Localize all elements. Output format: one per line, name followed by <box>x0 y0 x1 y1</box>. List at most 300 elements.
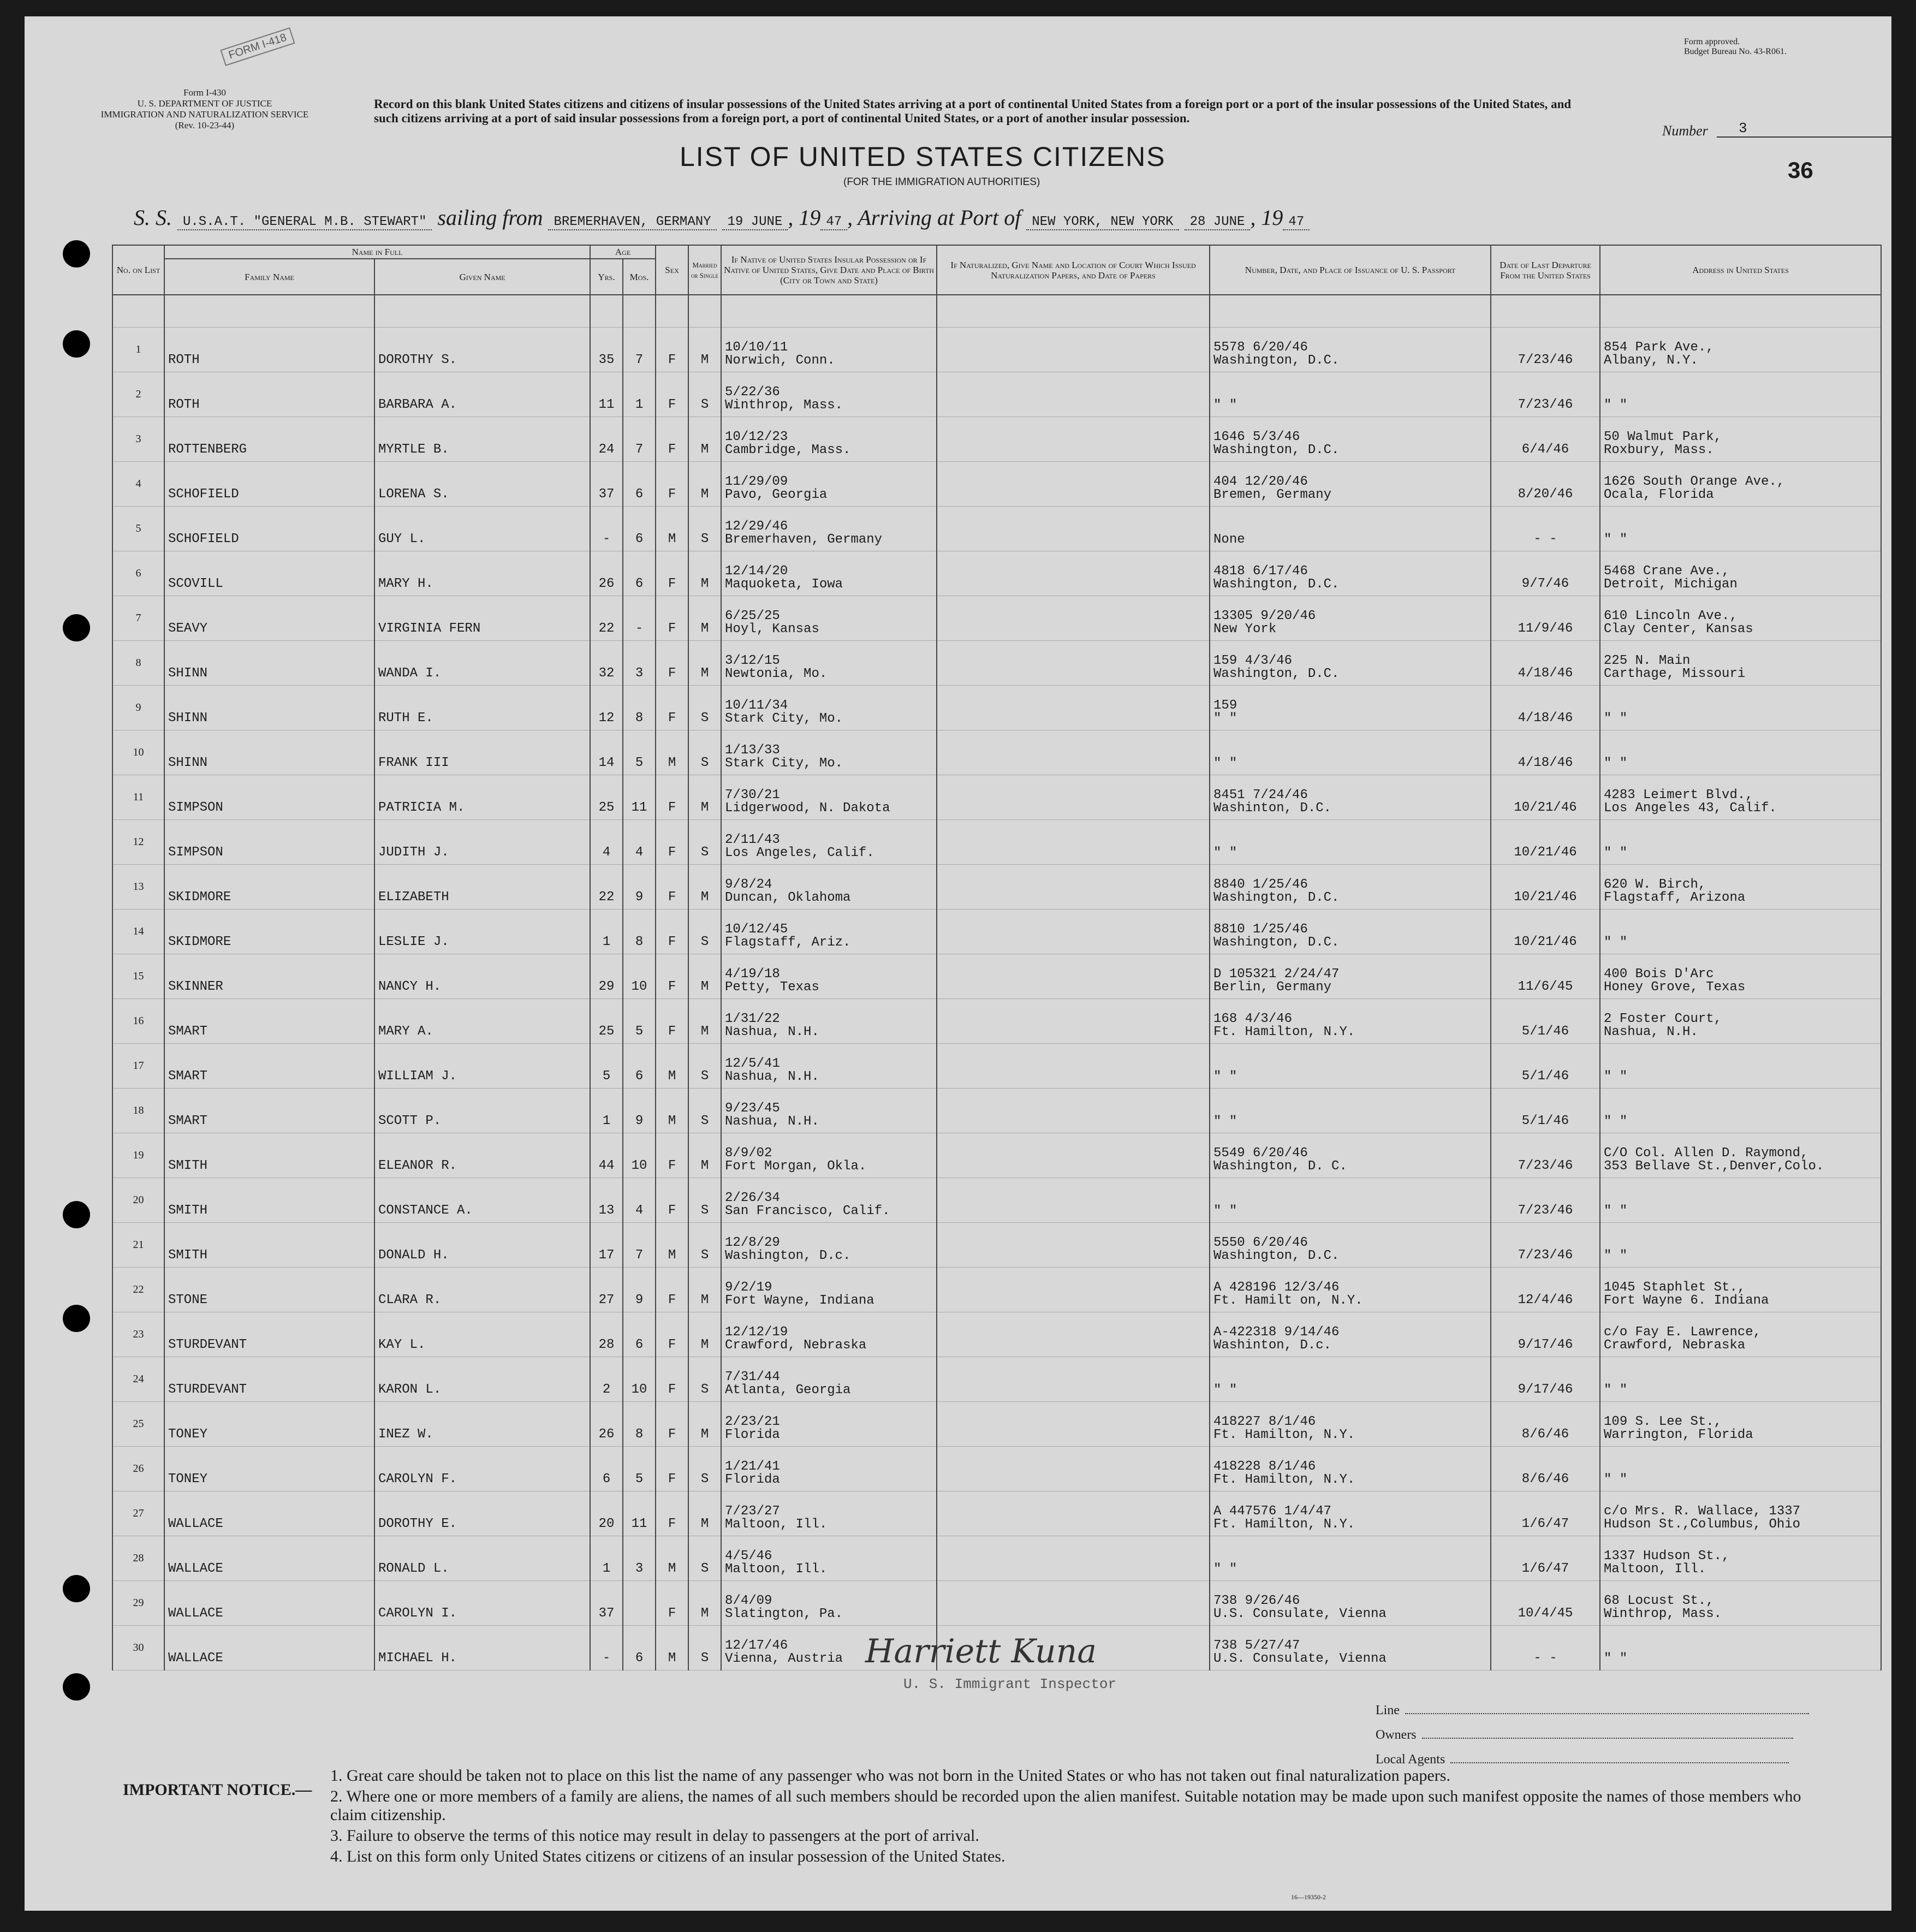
given-name: VIRGINIA FERN <box>374 596 590 641</box>
birth-date-place-line2: Crawford, Nebraska <box>725 1338 867 1353</box>
given-name: LESLIE J. <box>374 909 590 954</box>
col-family-name: Family Name <box>164 259 374 295</box>
col-sex: Sex <box>656 245 688 295</box>
owners-field <box>1376 1728 1793 1743</box>
department-header <box>90 87 319 131</box>
record-instructions: Record on this blank United States citizens and citizens of insular possessions of the United States arriving at a port of continental United States from a foreign port or a port of the insular possessions of the United States, and such citizens arriving at a port of said insular possessions from a foreign port, a port of continental United States, or a port of another insular possession. <box>374 97 1572 125</box>
marital-status: M <box>688 865 721 909</box>
passport-info <box>1210 507 1491 551</box>
family-name: SKINNER <box>164 954 374 999</box>
arriving-label: , Arriving at Port of <box>847 205 1021 230</box>
last-departure: 7/23/46 <box>1491 1223 1600 1268</box>
last-departure: 4/18/46 <box>1491 686 1600 730</box>
passport-info <box>1210 1312 1491 1357</box>
family-name: SKIDMORE <box>164 865 374 909</box>
sex: F <box>656 417 688 462</box>
passport-info-line2: Berlin, Germany <box>1213 980 1332 995</box>
sex: F <box>656 328 688 372</box>
birth-date-place-line2: Winthrop, Mass. <box>725 398 843 413</box>
row-number: 24 <box>112 1357 164 1402</box>
us-address <box>1600 820 1881 865</box>
birth-date-place <box>721 1402 937 1447</box>
sex: M <box>656 1223 688 1268</box>
age-years: - <box>590 1626 623 1671</box>
birth-date-place-line2: Slatington, Pa. <box>725 1607 843 1621</box>
sex: F <box>656 1133 688 1178</box>
row-number: 23 <box>112 1312 164 1357</box>
us-address-line2: Winthrop, Mass. <box>1604 1607 1722 1621</box>
age-months: 7 <box>623 1223 656 1268</box>
age-years: 32 <box>590 641 623 686</box>
age-years: 13 <box>590 1178 623 1223</box>
departure-date: 19 JUNE <box>722 215 788 230</box>
col-name-in-full: Name in Full <box>164 245 590 259</box>
age-months: 11 <box>623 775 656 820</box>
table-row <box>112 1402 1881 1447</box>
col-age: Age <box>590 245 656 259</box>
marital-status: S <box>688 1044 721 1089</box>
age-months: 11 <box>623 1491 656 1536</box>
passport-info-line1: 5549 6/20/46 <box>1213 1146 1308 1161</box>
birth-date-place-line1: 5/22/36 <box>725 385 780 400</box>
birth-date-place-line2: Fort Morgan, Okla. <box>725 1159 867 1174</box>
passport-info <box>1210 462 1491 507</box>
us-address-line1: C/O Col. Allen D. Raymond, <box>1604 1146 1808 1161</box>
arrival-year: 47 <box>1283 215 1310 230</box>
form-stamp: FORM I-418 <box>220 27 295 66</box>
marital-status: S <box>688 820 721 865</box>
ss-label: S. S. <box>134 205 172 230</box>
given-name: DONALD H. <box>374 1223 590 1268</box>
birth-date-place <box>721 1447 937 1491</box>
naturalization <box>937 1491 1210 1536</box>
age-years: 5 <box>590 1044 623 1089</box>
birth-date-place-line1: 12/8/29 <box>725 1235 780 1250</box>
birth-date-place-line2: Vienna, Austria <box>725 1651 843 1666</box>
col-address: Address in United States <box>1600 245 1881 295</box>
last-departure: 9/17/46 <box>1491 1312 1600 1357</box>
passport-info-line1: 4818 6/17/46 <box>1213 564 1308 579</box>
passport-info <box>1210 1268 1491 1312</box>
family-name: WALLACE <box>164 1581 374 1626</box>
marital-status: S <box>688 1626 721 1671</box>
local-agents-label: Local Agents <box>1376 1752 1445 1767</box>
naturalization <box>937 730 1210 775</box>
row-number: 9 <box>112 686 164 730</box>
birth-date-place-line2: Hoyl, Kansas <box>725 622 819 637</box>
passport-info <box>1210 954 1491 999</box>
us-address-line2: Crawford, Nebraska <box>1604 1338 1746 1353</box>
birth-date-place-line1: 7/31/44 <box>725 1370 780 1384</box>
us-address-line1: 5468 Crane Ave., <box>1604 564 1730 579</box>
birth-date-place-line1: 1/21/41 <box>725 1459 780 1474</box>
passport-info-line1: 1646 5/3/46 <box>1213 430 1300 444</box>
birth-date-place-line2: Stark City, Mo. <box>725 711 843 726</box>
birth-date-place-line1: 10/12/23 <box>725 430 788 444</box>
given-name: CLARA R. <box>374 1268 590 1312</box>
sailing-label: sailing from <box>437 205 543 230</box>
table-row <box>112 1312 1881 1357</box>
table-row <box>112 1491 1881 1536</box>
naturalization <box>937 507 1210 551</box>
us-address <box>1600 1133 1881 1178</box>
birth-date-place-line2: Florida <box>725 1428 780 1442</box>
us-address <box>1600 1581 1881 1626</box>
given-name: INEZ W. <box>374 1402 590 1447</box>
arrival-date: 28 JUNE <box>1185 215 1251 230</box>
birth-date-place-line1: 9/8/24 <box>725 877 772 892</box>
table-spacer-row <box>112 295 1881 328</box>
birth-date-place-line2: Bremerhaven, Germany <box>725 532 883 547</box>
row-number: 17 <box>112 1044 164 1089</box>
department-name: U. S. DEPARTMENT OF JUSTICE <box>137 98 272 109</box>
us-address-line1: c/o Fay E. Lawrence, <box>1604 1325 1762 1340</box>
table-row <box>112 596 1881 641</box>
us-address <box>1600 909 1881 954</box>
sex: F <box>656 1178 688 1223</box>
birth-date-place <box>721 328 937 372</box>
passport-info-line2: Ft. Hamilton, N.Y. <box>1213 1472 1355 1487</box>
us-address-line2: Fort Wayne 6. Indiana <box>1604 1293 1769 1308</box>
naturalization <box>937 865 1210 909</box>
family-name: SMITH <box>164 1133 374 1178</box>
given-name: LORENA S. <box>374 462 590 507</box>
naturalization <box>937 1044 1210 1089</box>
us-address <box>1600 1626 1881 1671</box>
passport-info <box>1210 820 1491 865</box>
notice-item-3: 3. Failure to observe the terms of this notice may result in delay to passengers at the port of arrival. <box>330 1827 979 1845</box>
us-address-line1: 68 Locust St., <box>1604 1594 1714 1608</box>
passport-info <box>1210 641 1491 686</box>
notice-item-1: 1. Great care should be taken not to place on this list the name of any passenger who was not born in the United States or who has not taken out final naturalization papers. <box>330 1767 1450 1785</box>
us-address <box>1600 865 1881 909</box>
age-years: 1 <box>590 1089 623 1133</box>
age-months: 1 <box>623 372 656 417</box>
birth-date-place-line1: 12/14/20 <box>725 564 788 579</box>
age-years: 29 <box>590 954 623 999</box>
given-name: PATRICIA M. <box>374 775 590 820</box>
last-departure: 1/6/47 <box>1491 1491 1600 1536</box>
marital-status: M <box>688 775 721 820</box>
birth-date-place <box>721 1536 937 1581</box>
us-address <box>1600 775 1881 820</box>
line-label: Line <box>1376 1703 1400 1717</box>
family-name: SMITH <box>164 1178 374 1223</box>
birth-date-place-line1: 6/25/25 <box>725 609 780 623</box>
sex: F <box>656 596 688 641</box>
passport-info <box>1210 1044 1491 1089</box>
number-value: 3 <box>1717 120 1891 138</box>
marital-status: S <box>688 1178 721 1223</box>
passport-info <box>1210 596 1491 641</box>
passport-info <box>1210 417 1491 462</box>
age-years: 44 <box>590 1133 623 1178</box>
birth-date-place-line2: Atlanta, Georgia <box>725 1383 851 1398</box>
last-departure: 7/23/46 <box>1491 372 1600 417</box>
passport-info <box>1210 1491 1491 1536</box>
age-months: 6 <box>623 507 656 551</box>
passport-info-line2: " " <box>1213 1204 1237 1218</box>
age-months: 6 <box>623 1312 656 1357</box>
birth-date-place <box>721 730 937 775</box>
us-address-line2: " " <box>1604 532 1628 547</box>
passport-info <box>1210 551 1491 596</box>
last-departure: 4/18/46 <box>1491 641 1600 686</box>
birth-date-place-line1: 12/29/46 <box>725 519 788 534</box>
birth-date-place-line1: 2/23/21 <box>725 1414 780 1429</box>
table-row <box>112 1447 1881 1491</box>
us-address <box>1600 641 1881 686</box>
passport-info <box>1210 999 1491 1044</box>
sex: F <box>656 1447 688 1491</box>
given-name: SCOTT P. <box>374 1089 590 1133</box>
us-address <box>1600 999 1881 1044</box>
birth-date-place-line2: Maltoon, Ill. <box>725 1517 828 1532</box>
sex: M <box>656 1536 688 1581</box>
us-address-line2: " " <box>1604 1204 1628 1218</box>
us-address <box>1600 462 1881 507</box>
birth-date-place-line2: Washington, D.c. <box>725 1249 851 1263</box>
given-name: JUDITH J. <box>374 820 590 865</box>
marital-status: S <box>688 686 721 730</box>
birth-date-place-line2: Petty, Texas <box>725 980 819 995</box>
punch-hole <box>63 330 90 358</box>
punch-hole <box>63 1673 90 1701</box>
age-months: 5 <box>623 1447 656 1491</box>
sex: F <box>656 865 688 909</box>
naturalization <box>937 641 1210 686</box>
passport-info-line2: Washington, D. C. <box>1213 1159 1347 1174</box>
table-row <box>112 551 1881 596</box>
punch-hole <box>63 1305 90 1332</box>
row-number: 4 <box>112 462 164 507</box>
passport-info <box>1210 1223 1491 1268</box>
table-row <box>112 820 1881 865</box>
table-row <box>112 1133 1881 1178</box>
family-name: SCHOFIELD <box>164 462 374 507</box>
birth-date-place-line1: 9/2/19 <box>725 1280 772 1295</box>
birth-date-place <box>721 1223 937 1268</box>
naturalization <box>937 1312 1210 1357</box>
table-row <box>112 730 1881 775</box>
marital-status: M <box>688 417 721 462</box>
passport-info-line2: U.S. Consulate, Vienna <box>1213 1651 1387 1666</box>
age-months: 9 <box>623 1089 656 1133</box>
marital-status: S <box>688 1223 721 1268</box>
marital-status: M <box>688 1491 721 1536</box>
marital-status: S <box>688 909 721 954</box>
birth-date-place-line2: Pavo, Georgia <box>725 488 828 502</box>
us-address <box>1600 1089 1881 1133</box>
marital-status: M <box>688 328 721 372</box>
age-years: 26 <box>590 1402 623 1447</box>
local-agents-field <box>1376 1752 1789 1767</box>
row-number: 2 <box>112 372 164 417</box>
us-address-line2: " " <box>1604 1472 1628 1487</box>
age-years: 37 <box>590 1581 623 1626</box>
us-address-line2: " " <box>1604 1651 1628 1666</box>
naturalization <box>937 909 1210 954</box>
sex: F <box>656 686 688 730</box>
age-months: 10 <box>623 1357 656 1402</box>
passport-info-line2: Washinton, D.c. <box>1213 1338 1332 1353</box>
age-months: 10 <box>623 1133 656 1178</box>
age-years: 37 <box>590 462 623 507</box>
marital-status: M <box>688 1581 721 1626</box>
given-name: WANDA I. <box>374 641 590 686</box>
family-name: SCHOFIELD <box>164 507 374 551</box>
passport-info <box>1210 1357 1491 1402</box>
marital-status: M <box>688 1268 721 1312</box>
us-address-line2: " " <box>1604 1114 1628 1129</box>
age-months: 7 <box>623 328 656 372</box>
given-name: CAROLYN F. <box>374 1447 590 1491</box>
birth-date-place-line1: 3/12/15 <box>725 653 780 668</box>
passport-info-line1: 168 4/3/46 <box>1213 1012 1293 1026</box>
passport-info-line2: Washington, D.C. <box>1213 667 1340 681</box>
family-name: SHINN <box>164 641 374 686</box>
birth-date-place-line1: 12/17/46 <box>725 1638 788 1653</box>
punch-hole <box>63 240 90 267</box>
family-name: SMITH <box>164 1223 374 1268</box>
sex: M <box>656 1626 688 1671</box>
age-years: 22 <box>590 865 623 909</box>
table-row <box>112 1268 1881 1312</box>
birth-date-place-line2: Cambridge, Mass. <box>725 443 851 457</box>
passport-info-line1: 418228 8/1/46 <box>1213 1459 1316 1474</box>
table-row <box>112 1044 1881 1089</box>
marital-status: M <box>688 551 721 596</box>
table-row <box>112 1223 1881 1268</box>
page-title: LIST OF UNITED STATES CITIZENS <box>680 141 1166 172</box>
sex: F <box>656 820 688 865</box>
family-name: TONEY <box>164 1447 374 1491</box>
col-yrs: Yrs. <box>590 259 623 295</box>
family-name: ROTTENBERG <box>164 417 374 462</box>
family-name: SMART <box>164 999 374 1044</box>
age-years: 20 <box>590 1491 623 1536</box>
given-name: WILLIAM J. <box>374 1044 590 1089</box>
family-name: WALLACE <box>164 1491 374 1536</box>
form-number: Form I-430 <box>183 87 226 98</box>
us-address-line2: Carthage, Missouri <box>1604 667 1746 681</box>
sex: F <box>656 954 688 999</box>
us-address-line1: c/o Mrs. R. Wallace, 1337 <box>1604 1504 1801 1519</box>
birth-date-place-line1: 10/11/34 <box>725 698 788 713</box>
age-months: - <box>623 596 656 641</box>
birth-date-place-line1: 9/23/45 <box>725 1101 780 1116</box>
naturalization <box>937 328 1210 372</box>
last-departure: 5/1/46 <box>1491 1044 1600 1089</box>
naturalization <box>937 551 1210 596</box>
last-departure: 1/6/47 <box>1491 1536 1600 1581</box>
marital-status: S <box>688 372 721 417</box>
passport-info <box>1210 372 1491 417</box>
birth-date-place-line1: 10/12/45 <box>725 922 788 937</box>
us-address-line2: Ocala, Florida <box>1604 488 1714 502</box>
sex: F <box>656 775 688 820</box>
birth-date-place-line2: Norwich, Conn. <box>725 353 835 368</box>
us-address-line1: 2 Foster Court, <box>1604 1012 1722 1026</box>
passport-info <box>1210 1536 1491 1581</box>
passport-info-line1: 8451 7/24/46 <box>1213 788 1308 802</box>
age-months: 9 <box>623 1268 656 1312</box>
birth-date-place-line2: Maquoketa, Iowa <box>725 577 843 592</box>
passport-info <box>1210 1178 1491 1223</box>
passport-info-line2: Ft. Hamilton, N.Y. <box>1213 1517 1355 1532</box>
table-row <box>112 328 1881 372</box>
us-address-line2: " " <box>1604 1069 1628 1084</box>
marital-status: S <box>688 507 721 551</box>
us-address <box>1600 372 1881 417</box>
table-row <box>112 1536 1881 1581</box>
last-departure: 5/1/46 <box>1491 999 1600 1044</box>
last-departure: 9/17/46 <box>1491 1357 1600 1402</box>
birth-date-place <box>721 1178 937 1223</box>
passport-info-line2: Ft. Hamilton, N.Y. <box>1213 1428 1355 1442</box>
birth-date-place-line1: 8/9/02 <box>725 1146 772 1161</box>
us-address-line2: Nashua, N.H. <box>1604 1025 1698 1039</box>
us-address <box>1600 417 1881 462</box>
row-number: 18 <box>112 1089 164 1133</box>
us-address-line2: " " <box>1604 1383 1628 1398</box>
age-months: 4 <box>623 820 656 865</box>
us-address <box>1600 1312 1881 1357</box>
given-name: MARY H. <box>374 551 590 596</box>
notice-heading: IMPORTANT NOTICE.— <box>123 1781 312 1799</box>
marital-status: M <box>688 462 721 507</box>
passport-info-line1: 13305 9/20/46 <box>1213 609 1316 623</box>
family-name: SCOVILL <box>164 551 374 596</box>
birth-date-place <box>721 641 937 686</box>
given-name: MICHAEL H. <box>374 1626 590 1671</box>
passport-info-line2: U.S. Consulate, Vienna <box>1213 1607 1387 1621</box>
passport-info <box>1210 1402 1491 1447</box>
birth-date-place <box>721 1312 937 1357</box>
birth-date-place-line2: Florida <box>725 1472 780 1487</box>
given-name: DOROTHY E. <box>374 1491 590 1536</box>
given-name: NANCY H. <box>374 954 590 999</box>
table-row <box>112 1089 1881 1133</box>
sex: F <box>656 999 688 1044</box>
row-number: 21 <box>112 1223 164 1268</box>
marital-status: M <box>688 1133 721 1178</box>
us-address-line1: 610 Lincoln Ave., <box>1604 609 1738 623</box>
col-no: No. on List <box>112 245 164 295</box>
us-address-line2: " " <box>1604 756 1628 771</box>
last-departure: 11/9/46 <box>1491 596 1600 641</box>
family-name: STONE <box>164 1268 374 1312</box>
marital-status: S <box>688 1536 721 1581</box>
us-address-line2: Warrington, Florida <box>1604 1428 1753 1442</box>
passport-info-line2: Washington, D.C. <box>1213 1249 1340 1263</box>
last-departure: - - <box>1491 507 1600 551</box>
us-address <box>1600 596 1881 641</box>
row-number: 10 <box>112 730 164 775</box>
marital-status: M <box>688 641 721 686</box>
birth-date-place-line2: Stark City, Mo. <box>725 756 843 771</box>
birth-date-place-line2: Fort Wayne, Indiana <box>725 1293 874 1308</box>
family-name: ROTH <box>164 372 374 417</box>
age-years: 2 <box>590 1357 623 1402</box>
col-married: Married or Single <box>688 245 721 295</box>
marital-status: M <box>688 954 721 999</box>
age-months: 8 <box>623 686 656 730</box>
given-name: MYRTLE B. <box>374 417 590 462</box>
given-name: CAROLYN I. <box>374 1581 590 1626</box>
us-address-line1: 1045 Staphlet St., <box>1604 1280 1746 1295</box>
us-address-line2: Clay Center, Kansas <box>1604 622 1753 637</box>
